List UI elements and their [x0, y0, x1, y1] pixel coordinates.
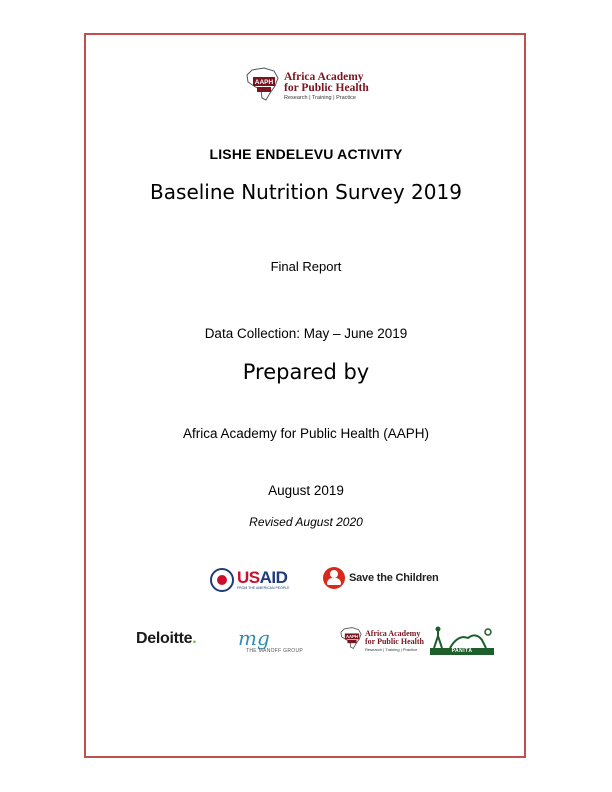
manoff-group-logo — [232, 628, 312, 660]
report-type: Final Report — [270, 259, 342, 274]
manoff-group-name: THE MANOFF GROUP — [246, 648, 304, 654]
preparing-organization: Africa Academy for Public Health (AAPH) — [182, 426, 430, 441]
data-collection-period: Data Collection: May – June 2019 — [204, 326, 408, 341]
africa-map-icon — [339, 626, 365, 655]
child-figure-icon — [323, 567, 345, 589]
panita-logo — [428, 626, 496, 658]
deloitte-name: Deloitte — [136, 630, 193, 647]
save-the-children-logo — [323, 567, 439, 589]
aaph-logo-tagline: Research | Training | Practice — [284, 95, 356, 101]
prepared-by-heading: Prepared by — [242, 360, 370, 384]
aaph-logo-line2: for Public Health — [284, 82, 369, 94]
usaid-wordmark — [237, 570, 289, 586]
deloitte-logo — [136, 630, 196, 648]
aaph-partner-line2: for Public Health — [365, 636, 424, 646]
aaph-partner-tagline: Research | Training | Practice — [365, 646, 418, 652]
aaph-partner-line1: Africa Academy — [365, 628, 421, 638]
usaid-seal-icon — [210, 568, 234, 592]
manoff-mark: mg — [238, 626, 270, 650]
aaph-partner-logo — [339, 626, 424, 655]
report-date: August 2019 — [268, 483, 344, 498]
panita-name: PANITA — [451, 648, 473, 654]
usaid-subtitle: FROM THE AMERICAN PEOPLE — [237, 586, 290, 590]
panita-figures-icon — [428, 626, 496, 650]
deloitte-dot: . — [192, 630, 197, 647]
africa-map-icon — [244, 66, 284, 107]
usaid-word-aid: AID — [259, 568, 288, 587]
aaph-logo — [244, 66, 369, 107]
survey-title: Baseline Nutrition Survey 2019 — [150, 180, 462, 204]
usaid-logo — [210, 568, 289, 592]
activity-title: LISHE ENDELEVU ACTIVITY — [209, 146, 403, 162]
aaph-badge-text: AAPH — [254, 79, 274, 86]
revision-note: Revised August 2020 — [249, 515, 363, 529]
usaid-word-us: US — [237, 568, 260, 587]
aaph-logo-line1: Africa Academy — [284, 71, 364, 83]
save-the-children-name: Save the Children — [349, 572, 439, 584]
aaph-partner-badge-text: AAPH — [346, 634, 358, 639]
